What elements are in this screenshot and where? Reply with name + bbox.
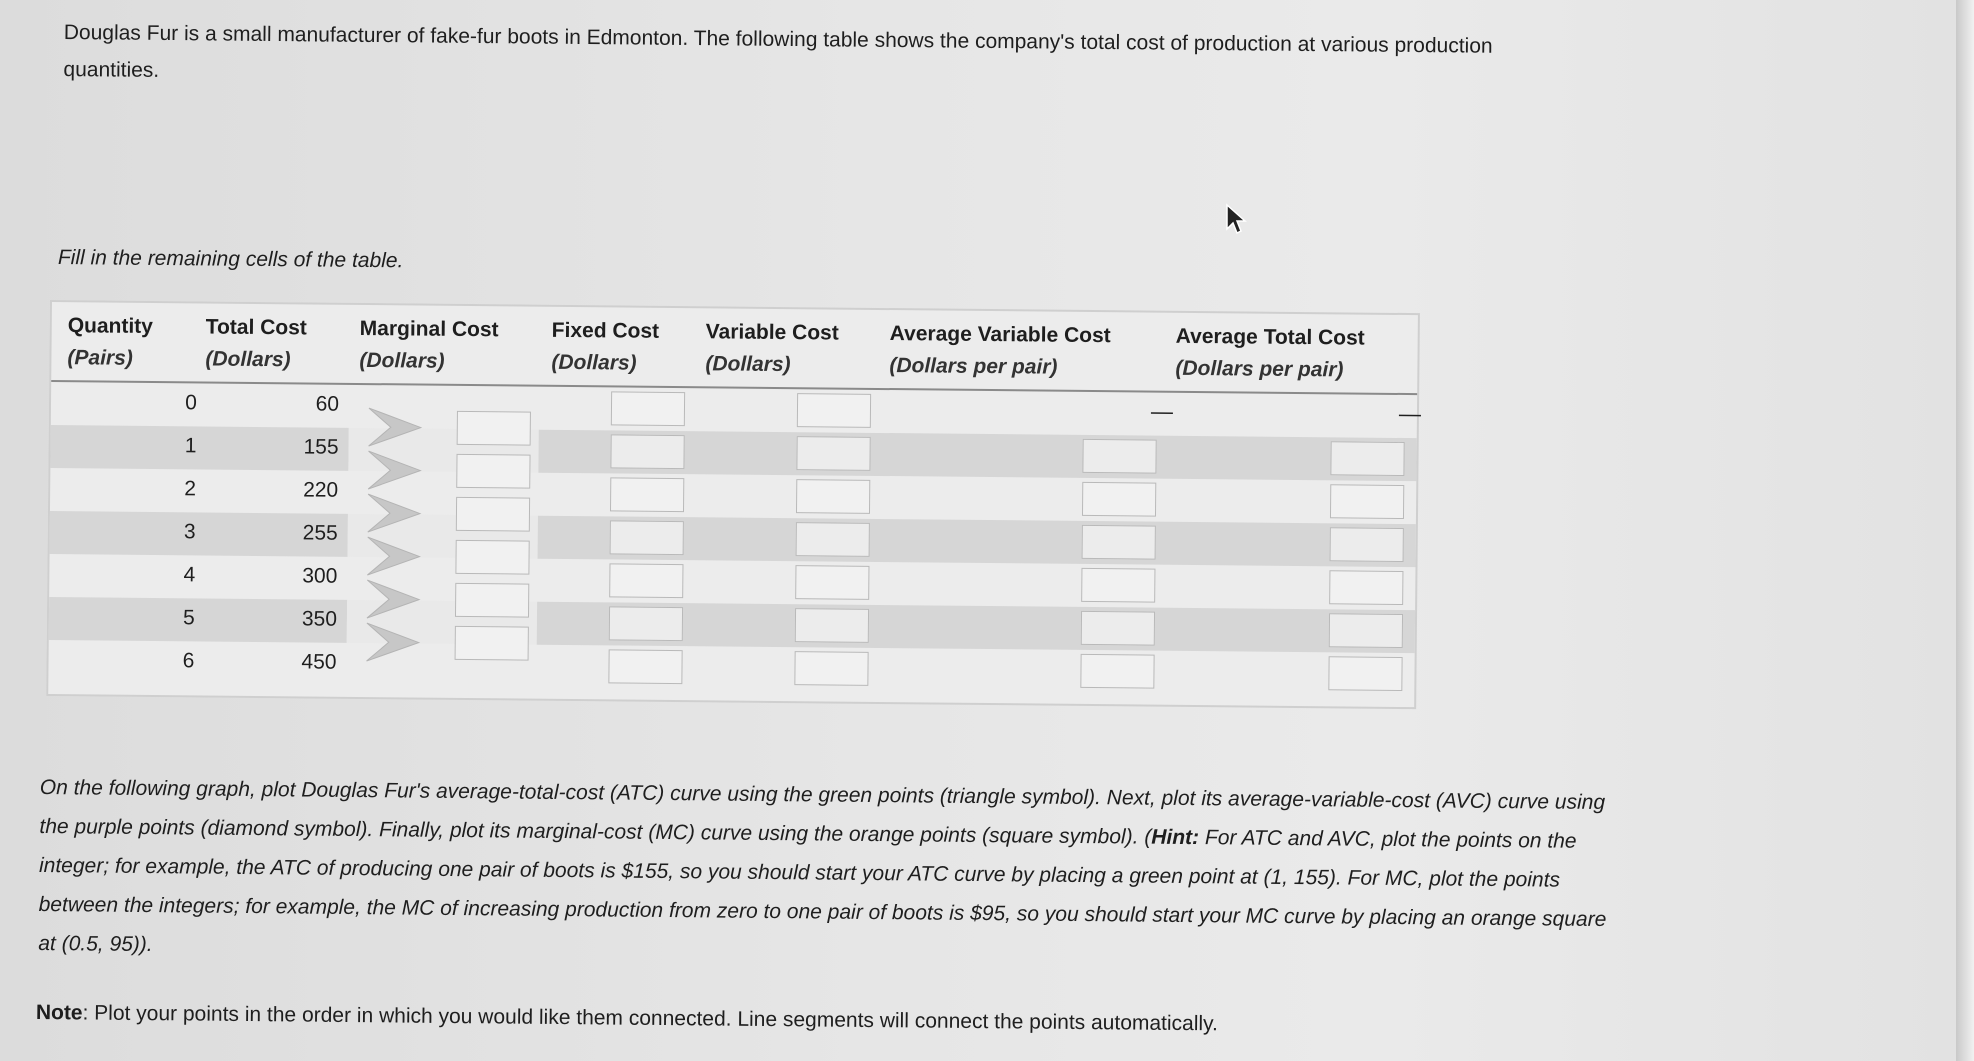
quantity-cell: 5: [183, 606, 195, 630]
fixed-cost-input-q2[interactable]: [610, 477, 684, 512]
header-variable-cost-unit: (Dollars): [705, 352, 791, 377]
marginal-cost-bracket-icon: [366, 492, 422, 535]
header-total-cost: [205, 311, 307, 376]
avg-total-cost-na: —: [1398, 400, 1422, 427]
variable-cost-input-q1[interactable]: [796, 436, 870, 471]
mouse-pointer-icon: [1225, 203, 1247, 235]
table-header: [51, 302, 1418, 395]
header-fixed-cost: [551, 315, 659, 380]
header-quantity-title: Quantity: [67, 314, 154, 338]
header-total-cost-title: Total Cost: [205, 315, 307, 340]
avg-variable-cost-input-q1[interactable]: [1082, 439, 1156, 474]
marginal-cost-input-q1-q2[interactable]: [456, 454, 530, 489]
total-cost-cell: 300: [302, 564, 338, 588]
variable-cost-input-q5[interactable]: [795, 608, 869, 643]
variable-cost-input-q3[interactable]: [796, 522, 870, 557]
fixed-cost-input-q3[interactable]: [610, 520, 684, 555]
fixed-cost-input-q6[interactable]: [608, 649, 682, 684]
avg-total-cost-input-q3[interactable]: [1330, 527, 1404, 562]
avg-variable-cost-input-q6[interactable]: [1080, 654, 1154, 689]
header-avg-variable-cost-title: Average Variable Cost: [889, 322, 1111, 348]
header-marginal-cost: [359, 313, 498, 378]
avg-total-cost-input-q5[interactable]: [1329, 613, 1403, 648]
header-avg-total-cost-title: Average Total Cost: [1175, 324, 1365, 350]
header-marginal-cost-unit: (Dollars): [359, 348, 445, 373]
graph-instructions-hint-text: For ATC and AVC, plot the points on the integer; for example, the ATC of producing one pair of boots is $155, so you should start your ATC curve by placing a green point at (1, 155). For MC, plot the points between the integers; for example, the MC of increasing production from zero to one pair of boots is $95, so you should start your MC curve by placing an orange square at (0.5, 95)).: [38, 826, 1607, 957]
header-variable-cost: [705, 316, 839, 381]
header-avg-variable-cost: [889, 318, 1111, 384]
total-cost-cell: 155: [303, 435, 339, 459]
total-cost-cell: 450: [301, 650, 337, 674]
marginal-cost-bracket-icon: [365, 621, 421, 664]
cost-table: [46, 300, 1420, 709]
variable-cost-input-q2[interactable]: [796, 479, 870, 514]
header-fixed-cost-title: Fixed Cost: [551, 318, 660, 343]
marginal-cost-input-q3-q4[interactable]: [455, 540, 529, 575]
avg-total-cost-input-q4[interactable]: [1329, 570, 1403, 605]
quantity-cell: 4: [183, 563, 196, 587]
quantity-cell: 2: [184, 477, 197, 501]
header-fixed-cost-unit: (Dollars): [551, 350, 637, 375]
header-quantity-unit: (Pairs): [67, 346, 133, 370]
avg-total-cost-input-q6[interactable]: [1328, 656, 1402, 691]
note-text: : Plot your points in the order in which you would like them connected. Line segments will connect the points automatically.: [82, 1001, 1219, 1036]
header-marginal-cost-title: Marginal Cost: [359, 316, 499, 342]
avg-variable-cost-input-q3[interactable]: [1082, 525, 1156, 560]
quantity-cell: 1: [184, 434, 197, 458]
avg-variable-cost-input-q5[interactable]: [1081, 611, 1155, 646]
total-cost-cell: 220: [303, 478, 339, 502]
marginal-cost-bracket-icon: [366, 449, 422, 492]
variable-cost-input-q4[interactable]: [795, 565, 869, 600]
table-instruction: Fill in the remaining cells of the table.: [57, 246, 404, 273]
header-quantity: [67, 310, 153, 375]
fixed-cost-input-q0[interactable]: [611, 391, 685, 426]
quantity-cell: 3: [183, 520, 196, 544]
window-edge: [1956, 0, 1974, 1061]
header-total-cost-unit: (Dollars): [205, 347, 291, 372]
hint-label: Hint:: [1151, 825, 1200, 850]
marginal-cost-bracket-icon: [365, 578, 421, 621]
quantity-cell: 0: [185, 391, 197, 415]
marginal-cost-bracket-icon: [365, 535, 421, 578]
total-cost-cell: 60: [315, 392, 340, 416]
header-avg-total-cost: [1175, 321, 1365, 387]
quantity-cell: 6: [182, 649, 195, 673]
marginal-cost-input-q4-q5[interactable]: [455, 583, 529, 618]
fixed-cost-input-q5[interactable]: [609, 606, 683, 641]
total-cost-cell: 350: [301, 607, 338, 631]
marginal-cost-input-q5-q6[interactable]: [455, 626, 529, 661]
fixed-cost-input-q1[interactable]: [610, 434, 684, 469]
avg-variable-cost-input-q2[interactable]: [1082, 482, 1156, 517]
variable-cost-input-q6[interactable]: [794, 651, 868, 686]
graph-instructions: [38, 768, 1620, 978]
fixed-cost-input-q4[interactable]: [609, 563, 683, 598]
note-label: Note: [35, 1001, 83, 1025]
avg-variable-cost-input-q4[interactable]: [1081, 568, 1155, 603]
avg-variable-cost-na: —: [1150, 398, 1174, 424]
header-avg-total-cost-unit: (Dollars per pair): [1175, 356, 1344, 382]
marginal-cost-input-q2-q3[interactable]: [456, 497, 530, 532]
header-avg-variable-cost-unit: (Dollars per pair): [889, 354, 1058, 379]
variable-cost-input-q0[interactable]: [797, 393, 871, 428]
total-cost-cell: 255: [302, 521, 338, 545]
graph-instructions-text: On the following graph, plot Douglas Fur's average-total-cost (ATC) curve using the green points (triangle symbol). Next, plot its average-variable-cost (AVC) curve using the purple points (diamond symbol). Finally, plot its marginal-cost (MC) curve using the orange points (square symbol). (: [39, 775, 1606, 849]
marginal-cost-bracket-icon: [367, 406, 423, 449]
header-variable-cost-title: Variable Cost: [705, 320, 839, 345]
marginal-cost-input-q0-q1[interactable]: [457, 411, 531, 446]
avg-total-cost-input-q1[interactable]: [1330, 441, 1404, 476]
avg-total-cost-input-q2[interactable]: [1330, 484, 1404, 519]
intro-paragraph: Douglas Fur is a small manufacturer of fake-fur boots in Edmonton. The following table shows the company's total cost of production at various production quantities.: [63, 20, 1493, 82]
